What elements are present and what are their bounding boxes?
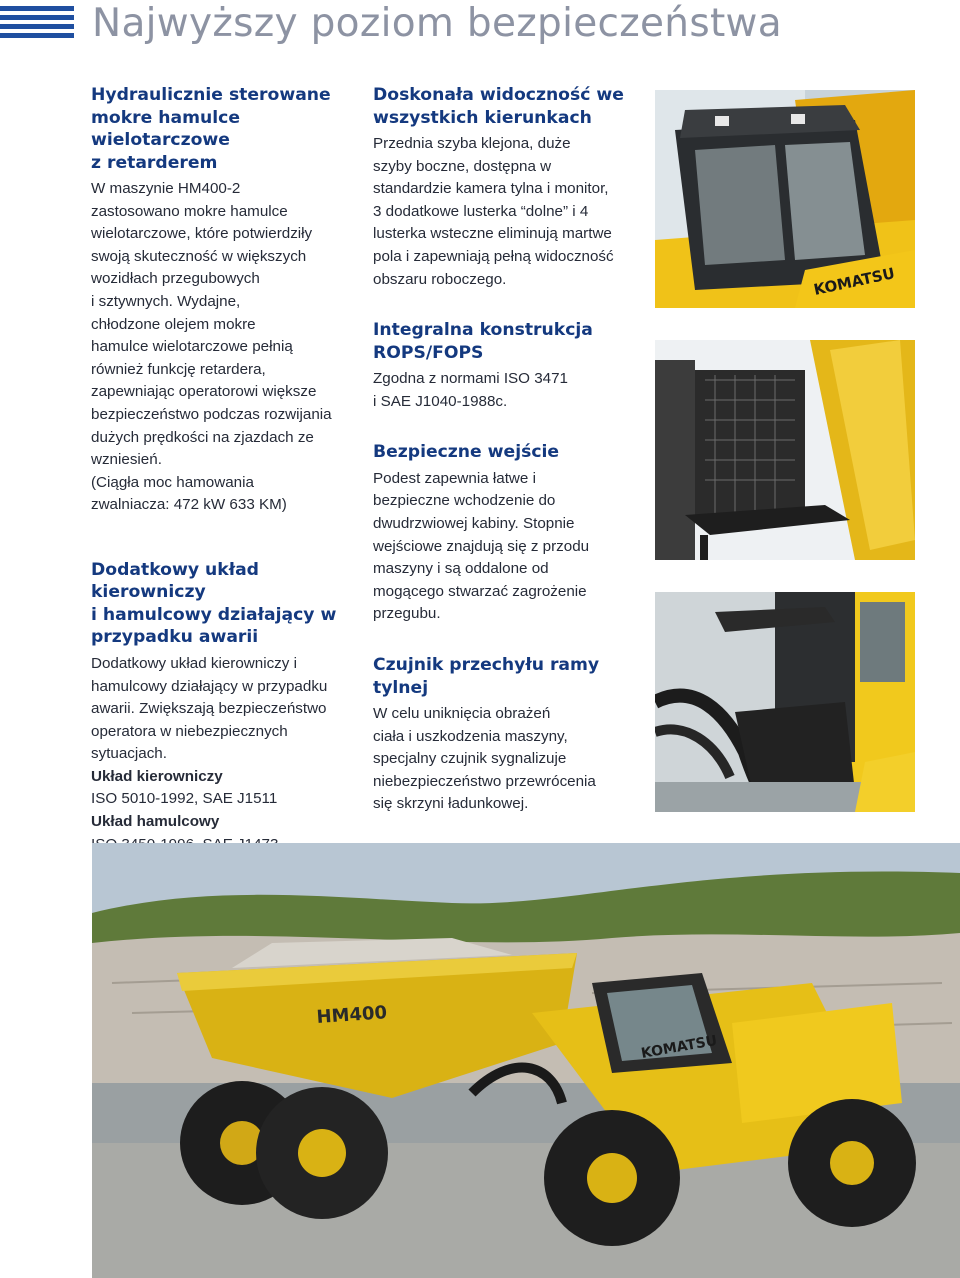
section-emergency-body: Dodatkowy układ kierowniczy i hamulcowy działający w przypadku awarii. Zwiększają bezpieczeństwo operatora w niebezpiecznych sytuacjach. Układ kierowniczy ISO 5010-1992, SAE J1511 Układ hamulcowy	[91, 653, 353, 856]
section-visibility-heading: Doskonała widoczność we wszystkich kierunkach	[373, 85, 624, 128]
photo-dump-truck	[92, 843, 960, 1278]
cab-brand-label: KOMATSU	[812, 264, 897, 299]
stripe-logo	[0, 6, 74, 40]
section-entry	[373, 441, 639, 626]
section-tilt	[373, 654, 639, 816]
page-header	[0, 0, 960, 60]
steering-value: ISO 5010-1992, SAE J1511	[91, 790, 278, 808]
section-entry-heading: Bezpieczne wejście	[373, 442, 560, 463]
section-brakes	[91, 84, 353, 517]
brake-label: Układ hamulcowy	[91, 813, 220, 831]
section-rops-heading: Integralna konstrukcja ROPS/FOPS	[373, 320, 593, 363]
page-title: Najwyższy poziom bezpieczeństwa	[92, 1, 782, 46]
left-column	[91, 84, 353, 856]
section-rops-body: Zgodna z normami ISO 3471 i SAE J1040-1988c.	[373, 370, 569, 410]
photo-cab-visibility	[655, 90, 915, 308]
section-entry-body: Podest zapewnia łatwe i bezpieczne wchodzenie do dwudrzwiowej kabiny. Stopnie wejściowe znajdują się z przodu maszyny i są oddalone od mogącego stwarzać zagrożenie przegubu.	[373, 469, 590, 623]
section-brakes-body: W maszynie HM400-2 zastosowano mokre hamulce wielotarczowe, które potwierdziły swoją skuteczność w większych wozidłach przegubowych i sztywnych. Wydajne, chłodzone olejem mokre hamulce wielotarczowe pełnią również funkcję retardera, zapewniając operatorowi większe bezpieczeństwo podczas rozwijania dużych prędkości na zjazdach ze wzniesień. (Ciągła moc hamowania zwalniacza: 472 kW 633 KM)	[91, 180, 332, 514]
section-tilt-heading: Czujnik przechyłu ramy tylnej	[373, 655, 600, 698]
section-rops	[373, 319, 639, 413]
truck-model-label: HM400	[315, 1002, 388, 1028]
photo-rops-entry	[655, 340, 915, 560]
section-visibility-body: Przednia szyba klejona, duże szyby boczne, dostępna w standardzie kamera tylna i monitor, 3 dodatkowe lusterka “dolne” i 4 lusterka wsteczne eliminują martwe pola i zapewniają pełną widoczność obszaru roboczego.	[373, 135, 614, 288]
section-tilt-body: W celu uniknięcia obrażeń ciała i uszkodzenia maszyny, specjalny czujnik sygnalizuje niebezpieczeństwo przewrócenia się skrzyni ładunkowej.	[373, 705, 596, 813]
section-emergency-heading: Dodatkowy układ kierowniczy i hamulcowy działający w przypadku awarii	[91, 559, 337, 648]
section-visibility	[373, 84, 639, 291]
truck-brand-label: KOMATSU	[639, 1032, 719, 1062]
section-brakes-heading: Hydraulicznie sterowane mokre hamulce wielotarczowe z retarderem	[91, 85, 331, 173]
photo-entry-steps	[655, 592, 915, 812]
steering-label: Układ kierowniczy	[91, 767, 223, 785]
middle-column	[373, 84, 639, 816]
section-emergency	[91, 559, 353, 856]
